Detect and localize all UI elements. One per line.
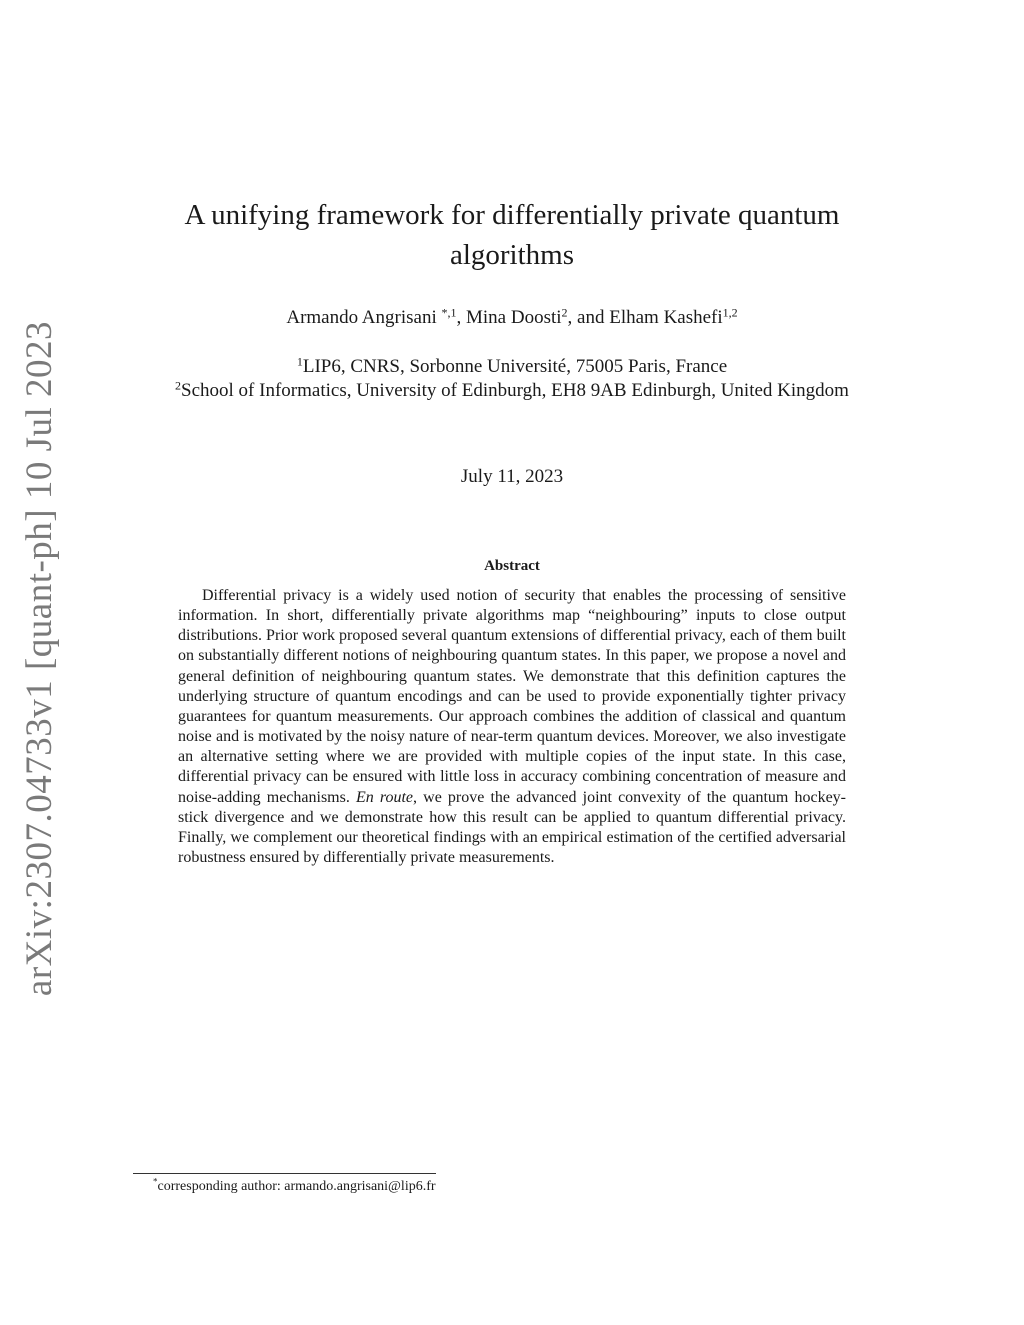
affiliation-text: School of Informatics, University of Edinburgh, EH8 9AB Edinburgh, United Kingdom [181,380,849,401]
affiliation-marker: 2 [175,378,182,393]
author-separator: , and [567,307,610,328]
author-name: Elham Kashefi [609,307,723,328]
arxiv-side-stamp [10,320,70,996]
author-separator: , [456,307,466,328]
author-marker: 2 [561,305,568,320]
footnote-marker: * [153,1176,158,1187]
affiliation [150,379,874,403]
footnote-rule [133,1173,436,1174]
footnote-text: corresponding author: armando.angrisani@lip6.fr [157,1179,436,1194]
author-name: Armando Angrisani [286,307,437,328]
footnote [153,1178,436,1196]
abstract-text [178,586,846,868]
publication-date: July 11, 2023 [460,466,564,487]
abstract-heading: Abstract [484,558,540,574]
author-marker: 1,2 [722,305,738,320]
abstract-text-part: , we prove the advanced joint convexity of the quantum hockey-stick divergence and we demonstrate how this result can be applied to quantum differential privacy. Finally, we complement our theoretical findings with an empirical estimation of the certified adversarial robustness ensured by differentially private measurements. [178,788,846,867]
author-marker: *,1 [441,305,457,320]
paper-title: A unifying framework for differentially private quantum algorithms [184,199,840,271]
author-name: Mina Doosti [466,307,562,328]
author-list [140,305,884,331]
abstract-text-part: Differential privacy is a widely used notion of security that enables the processing of sensitive information. In short, differentially private algorithms map “neighbouring” inputs to close output distributions. Prior work proposed several quantum extensions of differential privacy, each of them built on substantially different notions of neighbouring quantum states. In this paper, we propose a novel and general definition of neighbouring quantum states. We demonstrate that this definition captures the underlying structure of quantum encodings and can be used to provide exponentially tighter privacy guarantees for quantum measurements. Our approach combines the addition of classical and quantum noise and is motivated by the noisy nature of near-term quantum devices. Moreover, we also investigate an alternative setting where we are provided with multiple copies of the input state. In this case, differential privacy can be ensured with little loss in accuracy combining concentration of measure and noise-adding mechanisms. [178,587,846,806]
abstract-italic-phrase: En route [355,788,414,806]
arxiv-identifier: arXiv:2307.04733v1 [quant-ph] 10 Jul 2023 [19,320,61,996]
affiliation [150,355,874,379]
affiliations [150,355,874,403]
affiliation-marker: 1 [296,354,303,369]
affiliation-text: LIP6, CNRS, Sorbonne Université, 75005 Paris, France [302,356,728,377]
